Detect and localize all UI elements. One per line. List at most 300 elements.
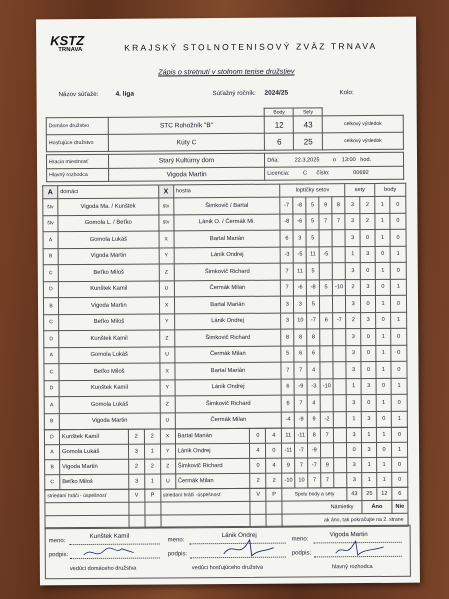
referee-value: Vigoda Martin — [108, 167, 264, 181]
guest-player-name: Šimkovič Richard — [174, 263, 281, 280]
guest-player-losses: 2 — [266, 473, 282, 488]
home-player-name: Vigoda Martin — [58, 297, 159, 314]
team-info-table — [46, 107, 404, 152]
match-result: 1 — [376, 427, 391, 442]
home-player-letter: D — [44, 430, 59, 445]
set-score: 7 — [294, 362, 307, 379]
match-result: 0 — [392, 472, 408, 487]
set-score — [334, 458, 347, 473]
home-player-losses: 1 — [144, 444, 160, 459]
overall-result-label: celkový výsledok — [322, 115, 403, 133]
kstz-logo: KSTZ — [50, 32, 85, 49]
time-label: o — [333, 156, 337, 163]
match-result: 1 — [390, 246, 406, 263]
home-slot-letter: D — [43, 281, 58, 298]
set-score: -7 — [280, 197, 293, 214]
total-guest-points: 6 — [392, 487, 408, 500]
match-result: 1 — [377, 457, 392, 472]
match-result: 1 — [346, 378, 361, 395]
remarks-yes: Áno — [362, 500, 392, 513]
guest-slot-letter: X — [159, 231, 174, 248]
home-player-name: Vigoda Ma. / Kunštek — [58, 198, 159, 215]
licence-label: Licencia: — [267, 170, 290, 177]
match-result: 0 — [361, 345, 376, 362]
match-result: 1 — [391, 411, 407, 428]
number-value: 00692 — [353, 170, 369, 177]
match-result: 1 — [361, 427, 376, 442]
guest-player-letter: Z — [160, 459, 175, 474]
set-score: 4 — [307, 362, 320, 379]
venue-table — [46, 152, 404, 182]
total-guest-sets: 25 — [362, 487, 377, 500]
set-score — [319, 263, 332, 280]
logo-subtitle: TRNAVA — [58, 47, 83, 54]
home-player-name: Kunštek Kamil — [58, 280, 159, 297]
match-result: 1 — [375, 295, 390, 312]
set-score: -9 — [295, 411, 308, 428]
body-header: Body — [265, 108, 294, 116]
home-subs-p: P — [145, 489, 161, 502]
home-slot-letter: B — [44, 413, 59, 430]
set-score: 6 — [281, 379, 294, 396]
home-points: 12 — [265, 116, 294, 133]
match-result: 0 — [347, 443, 362, 458]
guest-leader-name: Lánik Ondrej — [221, 531, 257, 540]
set-score: 3 — [294, 296, 307, 313]
home-team-name: STC Rohožník "B" — [108, 116, 265, 134]
match-result: 1 — [362, 457, 377, 472]
guest-name-label: meno: — [167, 537, 185, 544]
set-score: 6 — [280, 230, 293, 247]
home-slot-letter: C — [43, 265, 58, 282]
set-score — [333, 296, 346, 313]
match-result: 3 — [345, 213, 360, 230]
match-result: 0 — [391, 328, 407, 345]
set-score — [320, 345, 333, 362]
match-result: 0 — [391, 361, 407, 378]
home-player-letter: A — [44, 445, 59, 460]
guest-slot-letter: U — [160, 346, 175, 363]
guest-slot-letter: Y — [159, 313, 174, 330]
points-header: body — [375, 183, 406, 196]
set-score: -7 — [308, 458, 321, 473]
guest-player-name: Lánik Ondrej — [174, 247, 281, 264]
set-score: -10 — [333, 279, 346, 296]
date-value: 22.3.2025 — [294, 156, 320, 164]
match-result: 0 — [390, 213, 406, 230]
match-result: 1 — [391, 378, 407, 395]
match-result: 0 — [391, 345, 407, 362]
home-slot-letter: D — [44, 331, 59, 348]
guest-subs-label: striedaní hráči -úspešnosť — [160, 488, 250, 502]
home-player-wins: 2 — [128, 459, 144, 474]
matches-table — [42, 183, 408, 431]
match-record-sheet — [36, 17, 420, 586]
sets-header: sety — [345, 183, 375, 196]
set-score: -7 — [333, 312, 346, 329]
guest-player-losses: 4 — [266, 428, 282, 443]
match-result: 1 — [345, 246, 360, 263]
set-score: -4 — [282, 412, 295, 429]
home-slot-letter: A — [43, 232, 58, 249]
set-score: 8 — [281, 329, 294, 346]
match-result: 0 — [360, 262, 375, 279]
set-score: -10 — [282, 473, 295, 488]
match-result: 3 — [347, 458, 362, 473]
guest-player-name: Čermák Milan — [175, 473, 250, 489]
set-score: -7 — [295, 443, 308, 458]
match-result: 1 — [375, 196, 390, 213]
sety-header: Sety — [293, 108, 322, 116]
match-result: 1 — [376, 345, 391, 362]
match-result: 2 — [360, 196, 375, 213]
home-leader-role: vedúci domáceho družstva — [69, 565, 137, 573]
set-score — [321, 443, 334, 458]
home-leader-name: Kunštek Kamil — [89, 532, 130, 540]
home-column-label: domáci — [58, 185, 159, 199]
set-score: 7 — [281, 280, 294, 297]
competition-label: Názov súťaže: — [58, 90, 99, 99]
home-name-label: meno: — [48, 538, 66, 545]
match-result: 0 — [390, 196, 406, 213]
guest-player-name: Čermák Milan — [175, 412, 282, 429]
set-score — [334, 428, 347, 443]
ref-name-label: meno: — [291, 536, 309, 543]
set-score: 3 — [281, 296, 294, 313]
home-player-losses: 1 — [144, 474, 160, 489]
total-home-points: 12 — [377, 487, 392, 500]
season-value: 2024/25 — [264, 89, 289, 97]
match-result: 3 — [361, 312, 376, 329]
home-player-name: Beťko Miloš — [58, 264, 159, 281]
set-score: 11 — [306, 246, 319, 263]
total-home-sets: 43 — [347, 488, 362, 501]
set-score: 6 — [282, 395, 295, 412]
set-score: -8 — [293, 197, 306, 214]
guest-player-name: Bartal Marián — [174, 230, 281, 247]
overall-result-label-2: celkový výsledok — [323, 132, 404, 150]
match-result: 3 — [345, 263, 360, 280]
guest-player-wins: 4 — [250, 443, 266, 458]
set-score: 7 — [321, 428, 334, 443]
match-result: 2 — [360, 213, 375, 230]
guest-slot-letter: štv — [159, 214, 174, 231]
match-result: 3 — [347, 473, 362, 488]
home-team-label: Domáce družstvo — [46, 117, 108, 134]
set-score: -11 — [282, 443, 295, 458]
set-score — [320, 395, 333, 412]
home-player-name: Kunštek Kamil — [59, 379, 160, 396]
season-label: Súťažný ročník: — [212, 89, 256, 98]
match-result: 2 — [346, 312, 361, 329]
home-player-name: Gomola Lukáš — [59, 444, 128, 459]
guest-sets: 25 — [294, 133, 323, 150]
set-score: 3 — [281, 313, 294, 330]
set-score: 10 — [294, 312, 307, 329]
home-player-name: Beťko Miloš — [60, 474, 129, 489]
set-score: 5 — [306, 263, 319, 280]
match-result: 3 — [347, 428, 362, 443]
guest-player-letter: X — [160, 429, 175, 444]
guest-leader-role: vedúci hosťujúceho družstva — [191, 564, 264, 572]
guest-slot-letter: Z — [159, 264, 174, 281]
remarks-label: Námietky — [282, 501, 362, 515]
set-score — [333, 345, 346, 362]
guest-player-name: Lánik Ondrej — [174, 313, 281, 330]
set-score: -6 — [293, 213, 306, 230]
ref-sign-label: podpis: — [291, 550, 312, 557]
set-score: 7 — [321, 473, 334, 488]
set-score: 9 — [321, 458, 334, 473]
match-result: 0 — [361, 394, 376, 411]
home-slot-letter: B — [43, 248, 58, 265]
match-result: 3 — [346, 345, 361, 362]
home-player-wins: 3 — [129, 474, 145, 489]
set-score: 4 — [307, 395, 320, 412]
set-score — [320, 296, 333, 313]
home-player-name: Kunštek Kamil — [59, 429, 128, 444]
home-player-name: Gomola Lukáš — [59, 396, 160, 413]
set-score: 11 — [294, 263, 307, 280]
guest-slot-letter: Z — [159, 330, 174, 347]
match-result: 3 — [345, 197, 360, 214]
match-result: 3 — [346, 296, 361, 313]
set-score: -11 — [295, 428, 308, 443]
set-score: -8 — [280, 214, 293, 231]
set-score: 6 — [320, 312, 333, 329]
home-sets: 43 — [294, 116, 323, 133]
remarks-no: Nie — [392, 500, 408, 513]
guest-team-label: Hosťujúce družstvo — [46, 134, 108, 151]
guest-column-letter: X — [158, 185, 173, 198]
match-result: 1 — [375, 213, 390, 230]
home-player-losses: 2 — [144, 429, 160, 444]
set-score: 8 — [308, 428, 321, 443]
set-score: -6 — [294, 279, 307, 296]
guest-player-losses: 4 — [266, 458, 282, 473]
home-subs-v: V — [129, 489, 145, 502]
guest-column-label: hostia — [173, 184, 280, 198]
set-score — [333, 378, 346, 395]
set-score: 9 — [308, 411, 321, 428]
match-result: 0 — [361, 295, 376, 312]
guest-player-wins: 0 — [250, 458, 266, 473]
match-result: 1 — [375, 262, 390, 279]
home-player-name: Vigoda Martin — [58, 247, 159, 264]
home-player-wins: 2 — [128, 429, 144, 444]
set-score: 8 — [307, 329, 320, 346]
licence-value: C — [302, 170, 308, 177]
match-result: 2 — [345, 279, 360, 296]
home-subs-label: striedaní hráči - úspešnosť — [45, 489, 129, 503]
document-title: Zápis o stretnutí v stolnom tenise družstiev — [158, 66, 295, 77]
match-result: 0 — [390, 229, 406, 246]
match-result: 1 — [377, 472, 392, 487]
set-score: 7 — [332, 213, 345, 230]
ref-name: Vigoda Martin — [329, 531, 368, 539]
set-score: 11 — [282, 428, 295, 443]
set-score: 5 — [306, 213, 319, 230]
home-player-name: Beťko Miloš — [59, 363, 160, 380]
match-result: 0 — [361, 328, 376, 345]
guest-slot-letter: U — [159, 280, 174, 297]
guest-slot-letter: Y — [160, 379, 175, 396]
home-slot-letter: B — [43, 298, 58, 315]
home-player-name: Vigoda Martin — [60, 459, 129, 474]
hall-label: Hracia miestnosť — [46, 154, 108, 168]
set-score — [333, 411, 346, 428]
guest-player-name: Šimkovič / Bartal — [173, 197, 280, 214]
guest-player-name: Čermák Milan — [174, 346, 281, 363]
set-score: -9 — [308, 443, 321, 458]
continue-note: ak áno, tak pokračujte na 2. strane — [282, 513, 408, 527]
set-score: 5 — [306, 230, 319, 247]
guest-slot-letter: X — [159, 297, 174, 314]
home-column-letter: A — [43, 186, 58, 199]
guest-slot-letter: Z — [160, 396, 175, 413]
set-score: -2 — [320, 411, 333, 428]
set-score: -8 — [307, 279, 320, 296]
match-result: 3 — [346, 329, 361, 346]
guest-player-wins: 2 — [250, 473, 266, 488]
competition-value: 4. liga — [115, 90, 135, 98]
guest-slot-letter: X — [160, 363, 175, 380]
home-slot-letter: A — [44, 397, 59, 414]
set-score: 5 — [306, 197, 319, 214]
match-result: 1 — [376, 361, 391, 378]
home-slot-letter: C — [44, 314, 59, 331]
match-result: 0 — [391, 394, 407, 411]
home-player-name: Kunštek Kamil — [59, 330, 160, 347]
guest-team-name: Kúty C — [108, 133, 265, 151]
set-score — [320, 329, 333, 346]
match-result: 0 — [392, 457, 408, 472]
match-result: 3 — [346, 362, 361, 379]
home-player-name: Vigoda Martin — [59, 412, 160, 429]
match-result: 0 — [376, 442, 391, 457]
match-result: 1 — [362, 472, 377, 487]
set-score: 5 — [307, 296, 320, 313]
hall-value: Starý Kultúrny dom — [108, 153, 264, 168]
set-score: 9 — [282, 458, 295, 473]
guest-slot-letter: Y — [159, 247, 174, 264]
referee-role: hlavný rozhodca — [331, 563, 373, 571]
set-scores-header: loptičky setov — [280, 184, 345, 197]
set-score: 7 — [294, 395, 307, 412]
set-score: -3 — [280, 247, 293, 264]
match-result: 0 — [360, 229, 375, 246]
set-score: 5 — [320, 279, 333, 296]
set-score: 7 — [308, 473, 321, 488]
set-score: -10 — [320, 378, 333, 395]
home-sign-label: podpis: — [48, 552, 69, 559]
round-label: Kolo: — [339, 89, 354, 97]
set-score — [333, 329, 346, 346]
totals-label: Spolu body a sety — [282, 488, 347, 501]
match-result: 0 — [390, 295, 406, 312]
match-result: 3 — [360, 246, 375, 263]
set-score — [334, 443, 347, 458]
home-player-name: Beťko Miloš — [59, 313, 160, 330]
set-score: 7 — [295, 458, 308, 473]
match-result: 1 — [391, 312, 407, 329]
match-result: 0 — [375, 279, 390, 296]
match-result: 0 — [376, 312, 391, 329]
guest-player-wins: 0 — [250, 428, 266, 443]
set-score — [332, 263, 345, 280]
guest-player-losses: 0 — [266, 443, 282, 458]
guest-player-name: Lánik Ondrej — [175, 443, 250, 459]
match-result: 0 — [390, 262, 406, 279]
match-result: 1 — [376, 328, 391, 345]
set-score: -9 — [294, 378, 307, 395]
guest-player-name: Bartal Marián — [174, 296, 281, 313]
set-score: -3 — [307, 378, 320, 395]
home-slot-letter: štv — [43, 215, 58, 232]
match-result: 1 — [391, 442, 407, 457]
set-score — [320, 362, 333, 379]
set-score: 7 — [281, 362, 294, 379]
guest-player-name: Lánik O. / Čermák Mi. — [174, 214, 281, 231]
totals-table — [44, 487, 408, 530]
home-player-letter: C — [45, 475, 60, 490]
home-player-losses: 2 — [144, 459, 160, 474]
referee-label: Hlavný rozhodca — [47, 168, 109, 181]
home-player-name: Gomola L. / Beťko — [58, 214, 159, 231]
guest-subs-p: P — [266, 488, 282, 501]
set-score: 8 — [332, 197, 345, 214]
set-score — [333, 395, 346, 412]
guest-player-name: Bartal Marián — [175, 362, 282, 379]
set-score: 7 — [281, 263, 294, 280]
guest-player-name: Lánik Ondrej — [175, 379, 282, 396]
set-score: 8 — [294, 329, 307, 346]
guest-player-name: Bartal Marián — [175, 428, 250, 444]
set-score: 3 — [293, 230, 306, 247]
time-value: 13:00 — [341, 156, 356, 163]
home-player-letter: B — [45, 460, 60, 475]
match-result: 3 — [346, 395, 361, 412]
set-score: 6 — [294, 345, 307, 362]
set-score: 9 — [319, 197, 332, 214]
guest-slot-letter: štv — [158, 198, 173, 215]
set-score: 5 — [281, 346, 294, 363]
match-result: 3 — [345, 230, 360, 247]
set-score — [334, 473, 347, 488]
set-score — [332, 230, 345, 247]
home-player-name: Gomola Lukáš — [58, 231, 159, 248]
hod-label: hod. — [360, 156, 372, 163]
match-result: 3 — [362, 442, 377, 457]
set-score: -5 — [319, 246, 332, 263]
set-score — [332, 246, 345, 263]
match-result: 0 — [376, 378, 391, 395]
set-score: 10 — [295, 473, 308, 488]
home-player-wins: 3 — [128, 444, 144, 459]
guest-player-name: Šimkovič Richard — [175, 395, 282, 412]
set-score: 6 — [307, 345, 320, 362]
match-result: 0 — [376, 411, 391, 428]
home-slot-letter: štv — [43, 199, 58, 216]
home-slot-letter: C — [44, 364, 59, 381]
date-label: Dňa: — [267, 157, 280, 164]
home-player-name: Gomola Lukáš — [59, 346, 160, 363]
set-score — [319, 230, 332, 247]
association-header: KRAJSKÝ STOLNOTENISOVÝ ZVÄZ TRNAVA — [124, 40, 378, 53]
guest-player-letter: Y — [160, 444, 175, 459]
guest-slot-letter: U — [160, 412, 175, 429]
match-result: 3 — [360, 279, 375, 296]
